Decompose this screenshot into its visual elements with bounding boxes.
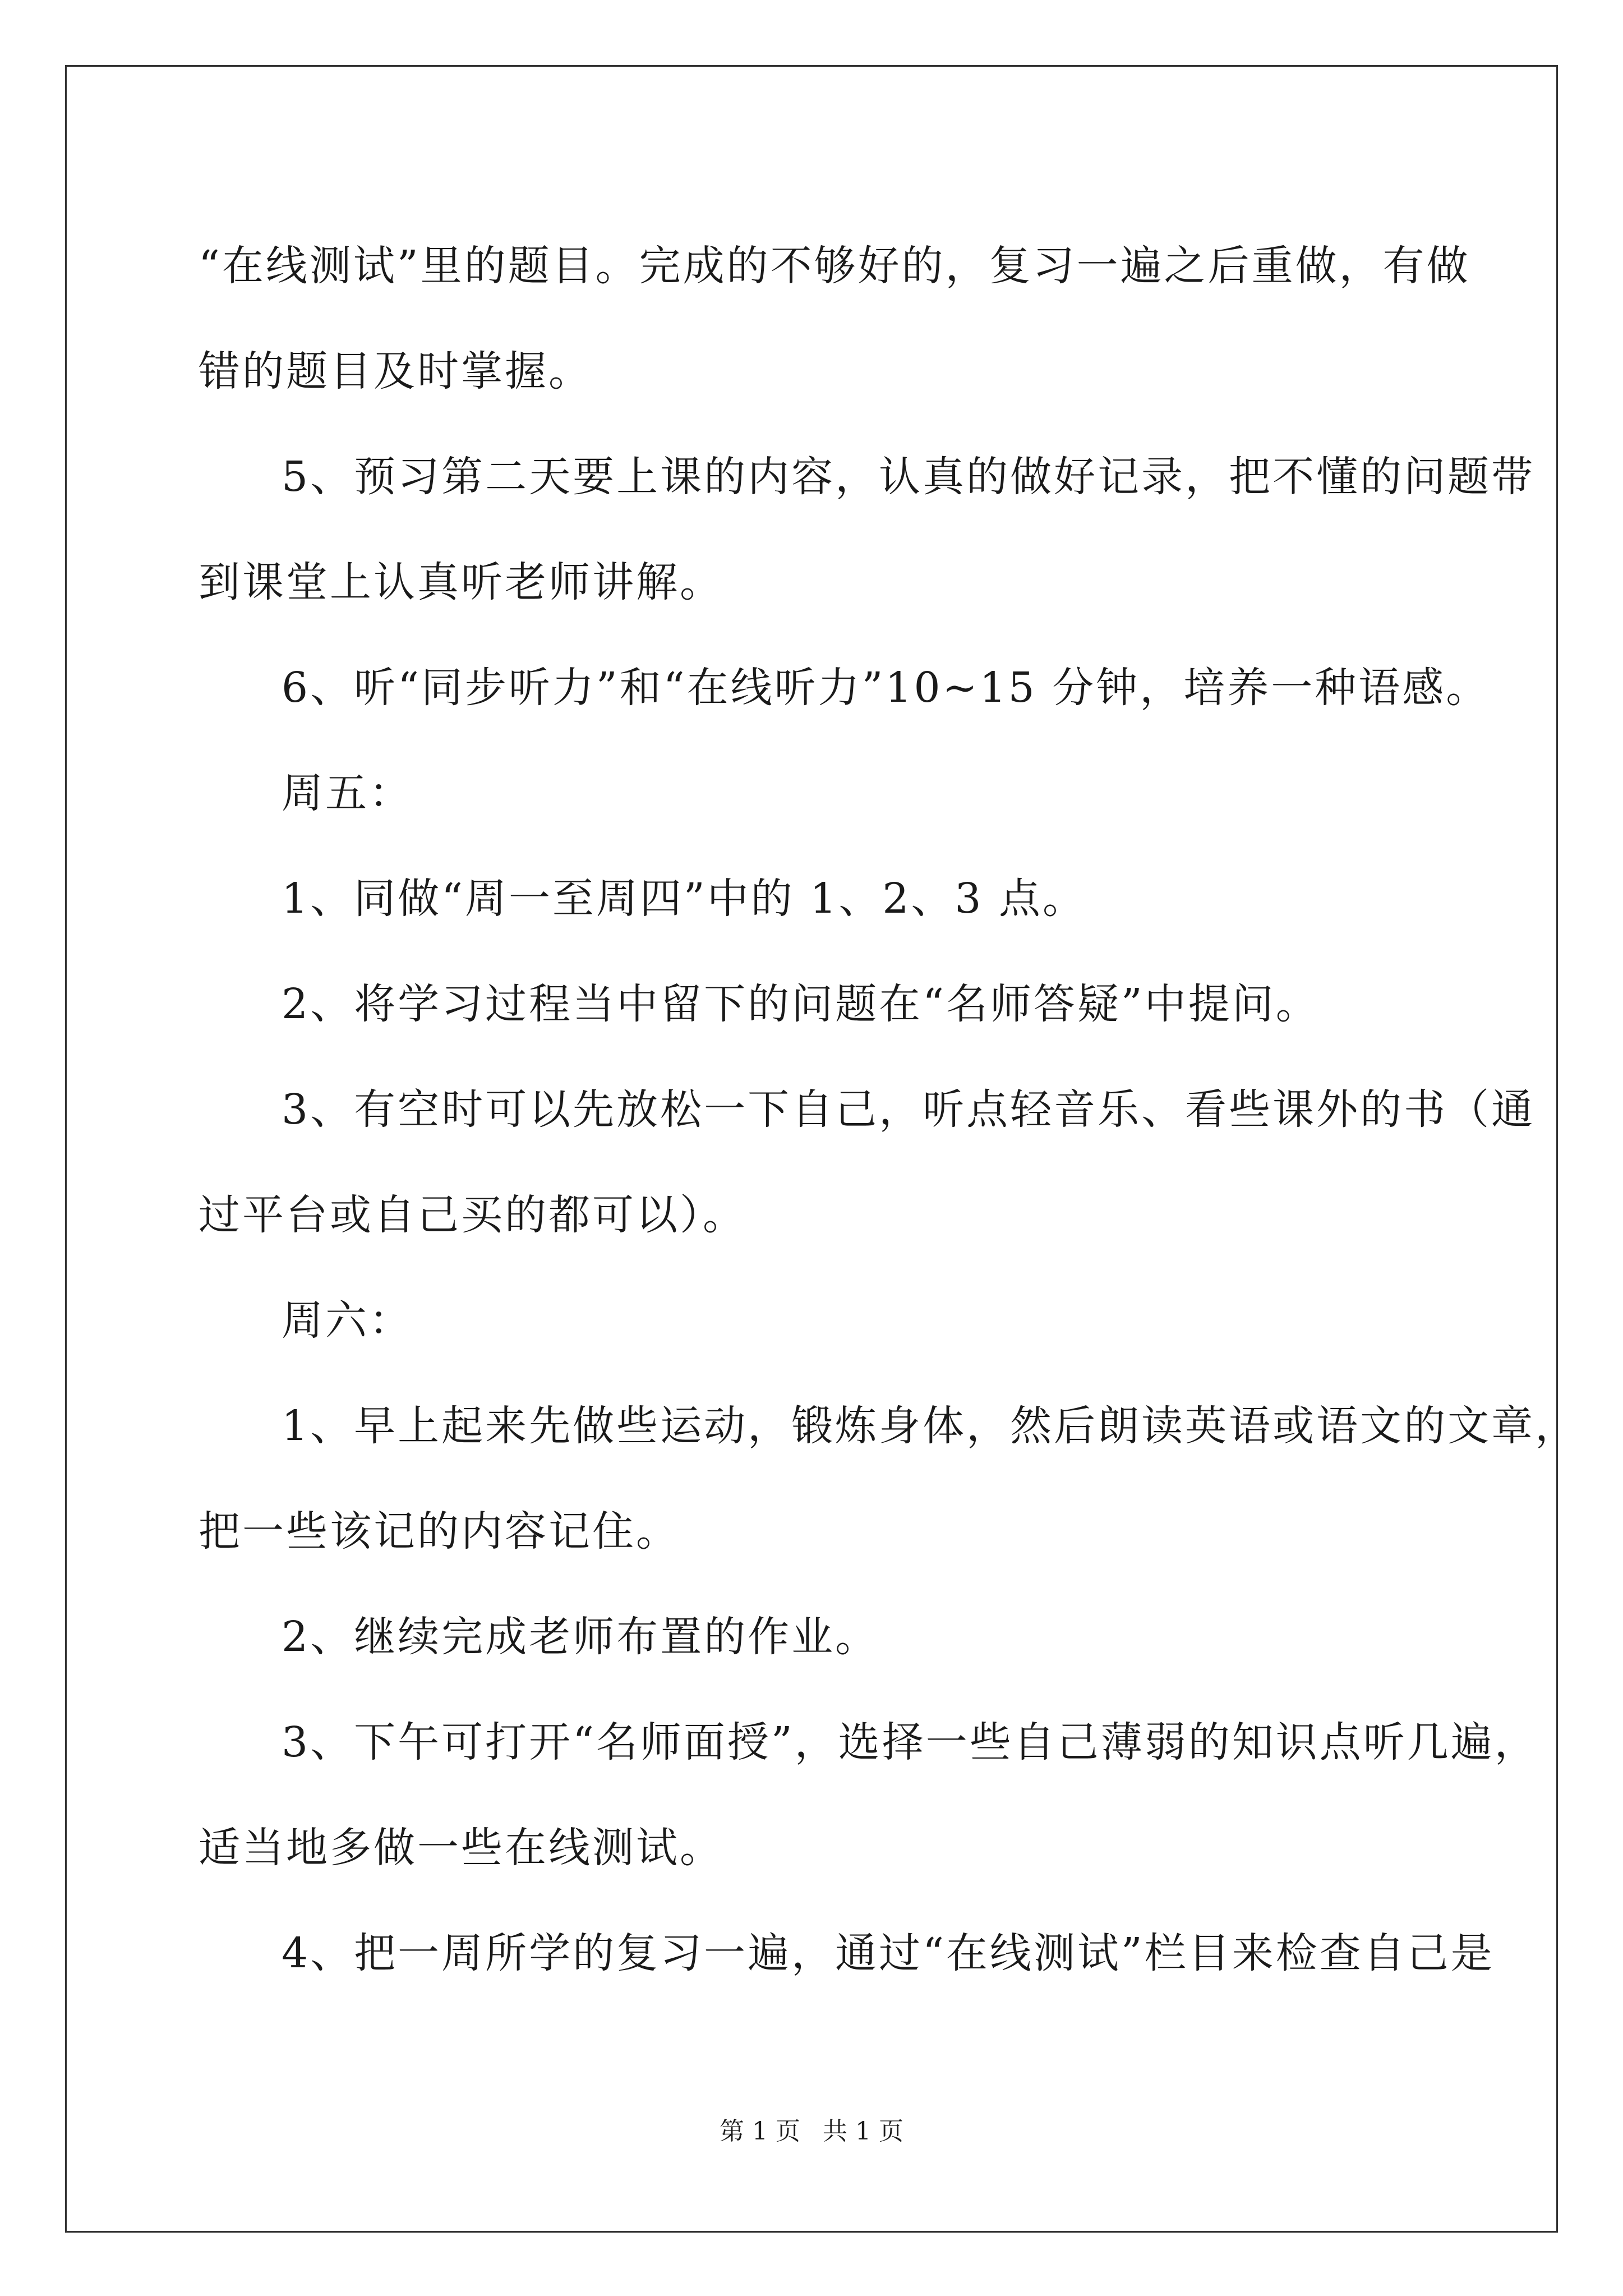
text-line: 1、同做“周一至周四”中的 1、2、3 点。 [282,875,1087,923]
text-line: 到课堂上认真听老师讲解。 [199,558,723,606]
text-line: 3、下午可打开“名师面授”，选择一些自己薄弱的知识点听几遍， [282,1718,1538,1766]
text-line: 2、继续完成老师布置的作业。 [282,1613,879,1661]
text-line: 错的题目及时掌握。 [199,347,592,395]
text-line: 1、早上起来先做些运动，锻炼身体，然后朗读英语或语文的文章， [282,1402,1579,1450]
section-heading-friday: 周五： [282,769,413,817]
page-number: 第 1 页 [720,2117,800,2146]
text-line: 6、听“同步听力”和“在线听力”10~15 分钟，培养一种语感。 [282,664,1490,712]
section-heading-saturday: 周六： [282,1296,413,1345]
text-line: 过平台或自己买的都可以）。 [199,1191,746,1239]
text-line: “在线测试”里的题目。完成的不够好的，复习一遍之后重做，有做 [199,242,1470,290]
document-body [199,213,1579,2006]
text-line: 把一些该记的内容记住。 [199,1507,680,1556]
text-line: 4、把一周所学的复习一遍，通过“在线测试”栏目来检查自己是 [282,1929,1495,1977]
text-line: 5、预习第二天要上课的内容，认真的做好记录，把不懂的问题带 [282,453,1536,501]
text-line: 3、有空时可以先放松一下自己，听点轻音乐、看些课外的书（通 [282,1085,1536,1134]
page-total: 共 1 页 [823,2117,903,2146]
text-line: 适当地多做一些在线测试。 [199,1824,723,1872]
text-line: 2、将学习过程当中留下的问题在“名师答疑”中提问。 [282,980,1320,1028]
page-footer [0,2115,1623,2148]
